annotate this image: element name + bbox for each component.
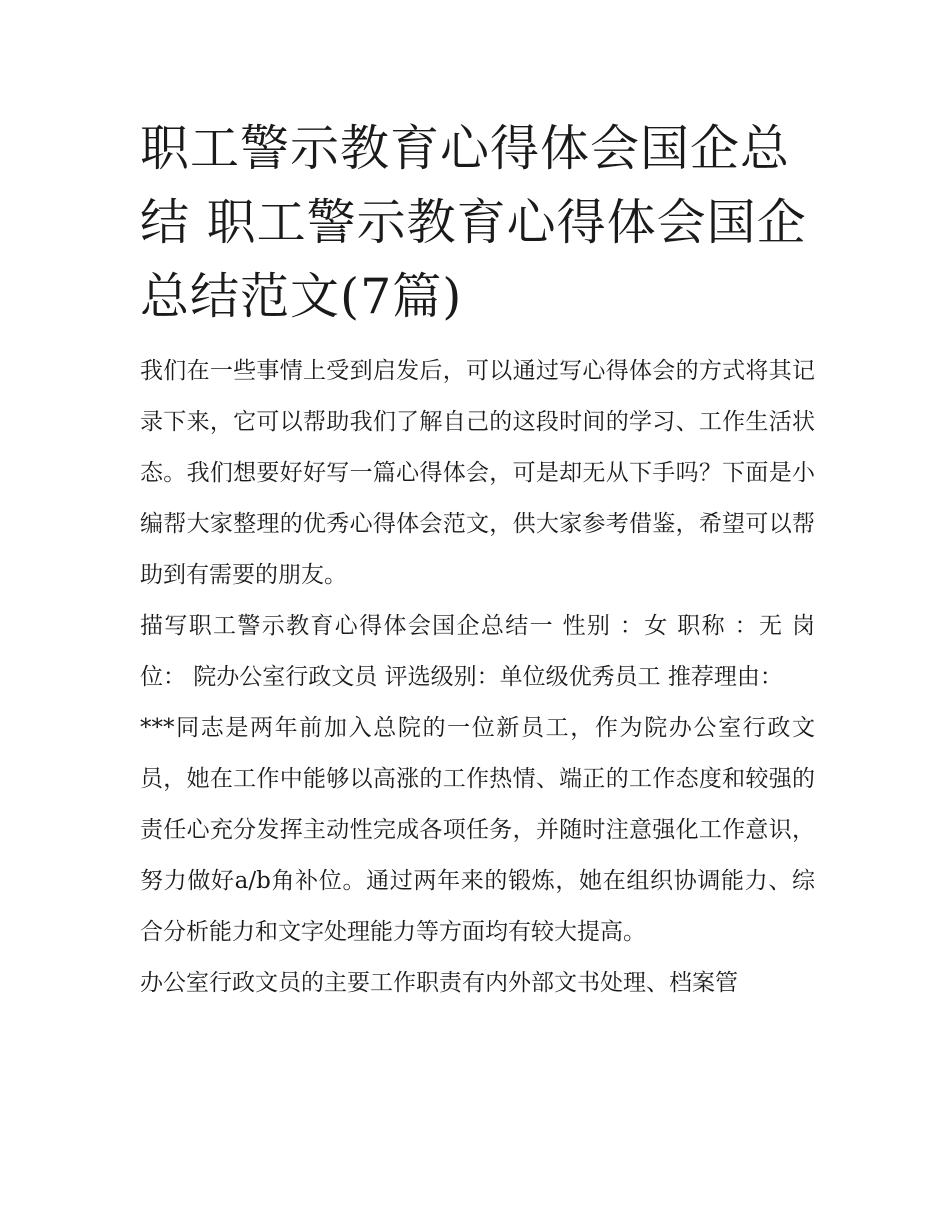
recommendation-paragraph: ***同志是两年前加入总院的一位新员工，作为院办公室行政文员，她在工作中能够以高涨的工作热情、端正的工作态度和较强的责任心充分发挥主动性完成各项任务，并随时注意强化工作意识，努力做好a/b角补位。通过两年来的锻炼，她在组织协调能力、综合分析能力和文字处理能力等方面均有较大提高。 xyxy=(140,715,815,945)
profile-paragraph: 描写职工警示教育心得体会国企总结一 性别 ：女 职称 ：无 岗位： 院办公室行政文员 评选级别：单位级优秀员工 推荐理由： xyxy=(140,613,815,690)
document-title: 职工警示教育心得体会国企总结 职工警示教育心得体会国企总结范文(7篇) xyxy=(140,120,807,325)
intro-paragraph: 我们在一些事情上受到启发后，可以通过写心得体会的方式将其记录下来，它可以帮助我们了解自己的这段时间的学习、工作生活状态。我们想要好好写一篇心得体会，可是却无从下手吗？下面是小编帮大家整理的优秀心得体会范文，供大家参考借鉴，希望可以帮助到有需要的朋友。 xyxy=(140,358,815,588)
duties-paragraph: 办公室行政文员的主要工作职责有内外部文书处理、档案管 xyxy=(140,970,738,996)
document-page xyxy=(140,112,815,1009)
